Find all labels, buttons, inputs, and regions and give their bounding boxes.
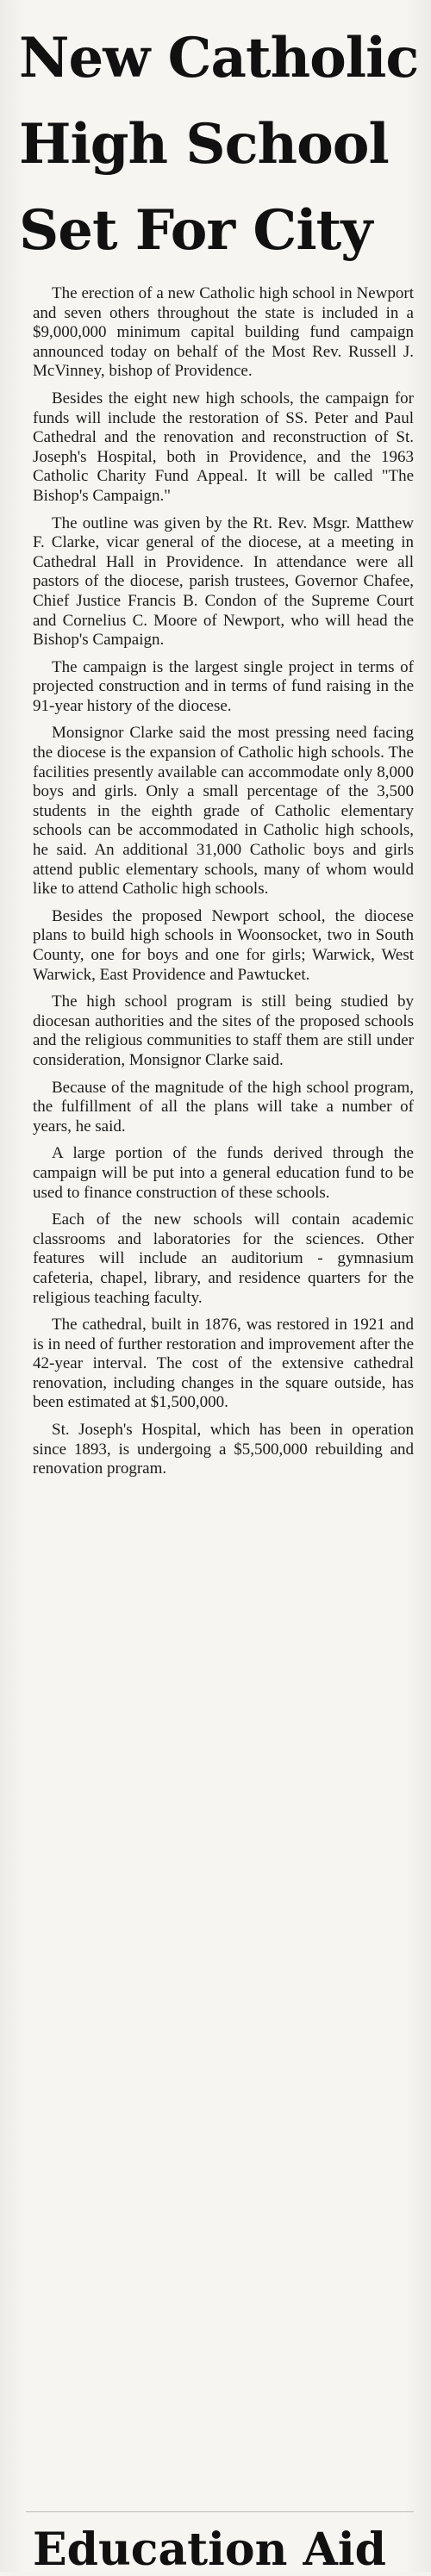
- article-paragraph: The campaign is the largest single project in terms of projected construction and in terms of fund raising in the 91-year history of the diocese.: [33, 657, 414, 715]
- article-paragraph: The cathedral, built in 1876, was restored in 1921 and is in need of further restoration and improvement after the 42-year interval. The cost of the extensive cathedral renovation, including changes in the square outside, has been estimated at $1,500,000.: [33, 1316, 414, 1412]
- article-paragraph: The outline was given by the Rt. Rev. Msgr. Matthew F. Clarke, vicar general of the diocese, at a meeting in Cathedral Hall in Providence. In attendance were all pastors of the diocese, parish trustees, Governor Chafee, Chief Justice Francis B. Condon of the Supreme Court and Cornelius C. Moore of Newport, who will head the Bishop's Campaign.: [33, 513, 414, 650]
- article-paragraph: St. Joseph's Hospital, which has been in operation since 1893, is undergoing a $5,500,000 rebuilding and renovation program.: [33, 1421, 414, 1478]
- article-body: [33, 284, 414, 1487]
- headline-line-2: High School: [19, 112, 389, 177]
- article-paragraph: The erection of a new Catholic high school in Newport and seven others throughout the state is included in a $9,000,000 minimum capital building fund campaign announced today on behalf of the Most Rev. Russell J. McVinney, bishop of Providence.: [33, 284, 414, 381]
- article-headline: [19, 16, 424, 274]
- column-divider: [26, 2511, 414, 2512]
- article-paragraph: Each of the new schools will contain academic classrooms and laboratories for the sciences. Other features will include an auditorium - gymnasium cafeteria, chapel, library, and residence quarters for the religious teaching faculty.: [33, 1210, 414, 1307]
- article-paragraph: Besides the eight new high schools, the campaign for funds will include the restoration of SS. Peter and Paul Cathedral and the renovation and reconstruction of St. Joseph's Hospital, both in Providence, and the 1963 Catholic Charity Fund Appeal. It will be called "The Bishop's Campaign.": [33, 389, 414, 505]
- next-article-headline: Education Aid: [33, 2524, 386, 2576]
- article-paragraph: A large portion of the funds derived through the campaign will be put into a general education fund to be used to finance construction of these schools.: [33, 1144, 414, 1202]
- article-paragraph: Because of the magnitude of the high school program, the fulfillment of all the plans will take a number of years, he said.: [33, 1078, 414, 1136]
- article-paragraph: Besides the proposed Newport school, the diocese plans to build high schools in Woonsocket, two in South County, one for boys and one for girls; Warwick, West Warwick, East Providence and Pawtucket.: [33, 906, 414, 984]
- article-paragraph: Monsignor Clarke said the most pressing need facing the diocese is the expansion of Catholic high schools. The facilities presently available can accommodate only 8,000 boys and girls. Only a small percentage of the 3,500 students in the eighth grade of Catholic elementary schools can be accommodated in Catholic high schools, he said. An additional 31,000 Catholic boys and girls attend public elementary schools, many of whom would like to attend Catholic high schools.: [33, 724, 414, 899]
- headline-line-3: Set For City: [19, 198, 372, 263]
- article-paragraph: The high school program is still being studied by diocesan authorities and the sites of the proposed schools and the religious communities to staff them are still under consideration, Monsignor Clarke said.: [33, 992, 414, 1069]
- headline-line-1: New Catholic: [19, 26, 419, 90]
